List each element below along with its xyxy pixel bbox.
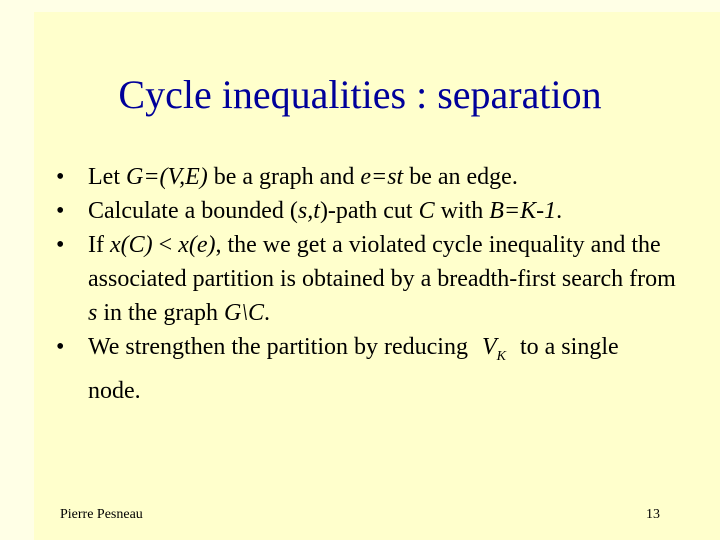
xc-notation: x(C)	[109, 232, 153, 258]
st-notation: s,t	[297, 198, 320, 224]
bullet-dot: •	[56, 334, 65, 360]
bullet-item: • We strengthen the partition by reducing $V_K$ to a single node.	[56, 330, 676, 408]
xe-notation: x(e)	[178, 232, 216, 258]
bound-notation: B=K-1	[489, 198, 557, 224]
bullet-dot: •	[56, 164, 65, 190]
s-notation: s	[88, 300, 98, 326]
gc-notation: G\C	[223, 300, 264, 326]
bullet-dot: •	[56, 232, 65, 258]
slide-title: Cycle inequalities : separation	[118, 72, 602, 117]
page-number: 13	[646, 507, 660, 522]
bullet-item: • If x(C) < x(e), the we get a violated cycle inequality and the associated partition is obtained by a breadth-first search from s in the graph G\C.	[56, 228, 676, 330]
footer-author: Pierre Pesneau	[60, 507, 143, 522]
slide-top-margin	[0, 0, 720, 12]
edge-notation: e=st	[360, 164, 404, 190]
bullet-item: • Calculate a bounded (s,t)-path cut C with B=K-1.	[56, 194, 676, 228]
bullet-list	[56, 160, 676, 408]
bullet-item: • Let G=(V,E) be a graph and e=st be an edge.	[56, 160, 676, 194]
cut-notation: C	[418, 198, 435, 224]
graph-notation: G=(V,E)	[125, 164, 208, 190]
vk-formula: $V_K$	[481, 334, 506, 364]
bullet-dot: •	[56, 198, 65, 224]
